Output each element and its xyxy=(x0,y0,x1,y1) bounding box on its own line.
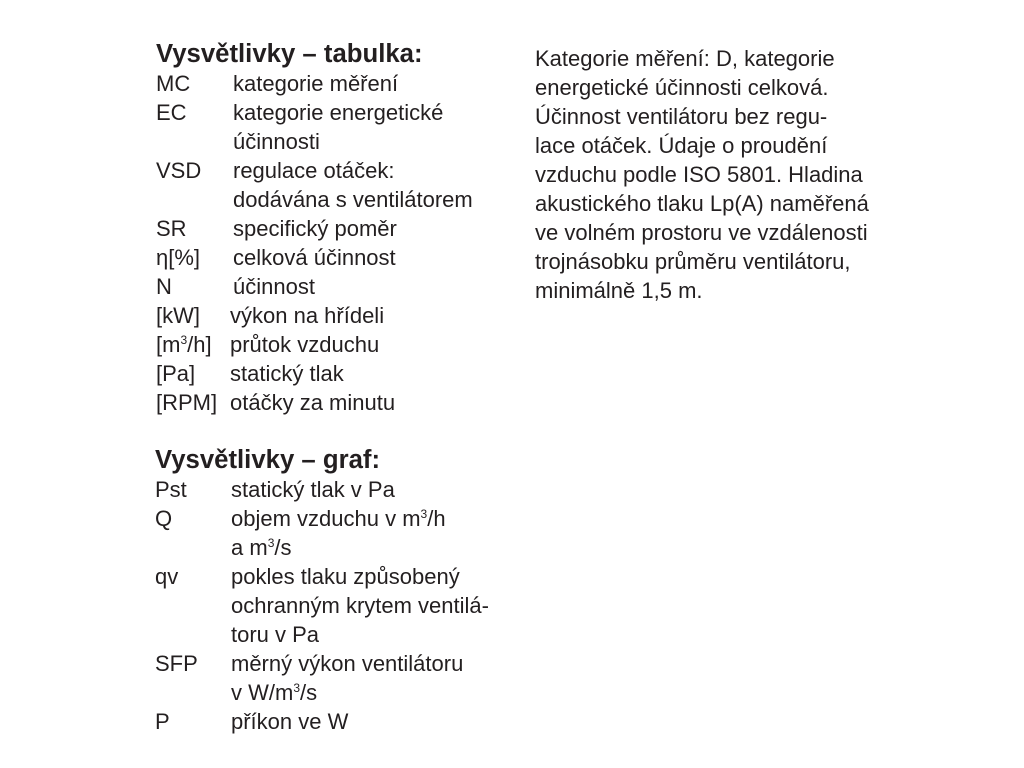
legend-abbr: [kW] xyxy=(156,303,200,328)
note-line: akustického tlaku Lp(A) naměřená xyxy=(535,191,869,216)
definition-superscript: 3 xyxy=(420,507,428,521)
legend-definition: statický tlak xyxy=(230,361,344,386)
legend-item-n xyxy=(156,272,516,301)
legend-abbr: SFP xyxy=(155,651,198,676)
measurement-note xyxy=(535,44,895,305)
legend-abbr xyxy=(156,330,230,359)
definition-part: a m xyxy=(231,535,268,560)
graph-legend xyxy=(155,446,515,736)
legend-definition-line: měrný výkon ventilátoru xyxy=(231,651,464,676)
note-line: lace otáček. Údaje o proudění xyxy=(535,133,828,158)
note-line: minimálně 1,5 m. xyxy=(535,278,703,303)
legend-item-vsd xyxy=(156,156,516,214)
legend-abbr: EC xyxy=(156,100,187,125)
legend-definition xyxy=(231,649,515,707)
legend-definition-line xyxy=(231,535,292,560)
legend-definition: kategorie měření xyxy=(233,71,399,96)
legend-definition-line: kategorie energetické xyxy=(233,100,444,125)
note-line: trojnásobku průměru ventilátoru, xyxy=(535,249,851,274)
graph-legend-title: Vysvětlivky – graf: xyxy=(155,446,381,474)
legend-item-m3h xyxy=(156,330,516,359)
definition-part: /h xyxy=(427,506,446,531)
table-legend-title: Vysvětlivky – tabulka: xyxy=(156,40,423,68)
legend-definition-line: regulace otáček: xyxy=(233,158,395,183)
legend-definition-line: toru v Pa xyxy=(231,622,320,647)
legend-abbr: SR xyxy=(156,216,187,241)
legend-abbr: [Pa] xyxy=(156,361,196,386)
table-legend xyxy=(156,40,516,417)
legend-definition-line: účinnosti xyxy=(233,129,320,154)
note-line: ve volném prostoru ve vzdálenosti xyxy=(535,220,868,245)
legend-definition: příkon ve W xyxy=(231,709,349,734)
definition-part: /s xyxy=(300,680,318,705)
legend-item-eta xyxy=(156,243,516,272)
legend-item-kw xyxy=(156,301,516,330)
legend-abbr: Pst xyxy=(155,477,187,502)
note-line: energetické účinnosti celková. xyxy=(535,75,829,100)
legend-item-sfp xyxy=(155,649,515,707)
legend-definition xyxy=(231,562,515,649)
legend-item-ec xyxy=(156,98,516,156)
legend-item-qv xyxy=(155,562,515,649)
legend-abbr: η[%] xyxy=(156,245,201,270)
legend-definition: celková účinnost xyxy=(233,245,396,270)
legend-item-p xyxy=(155,707,515,736)
legend-definition: specifický poměr xyxy=(233,216,397,241)
legend-item-rpm xyxy=(156,388,516,417)
legend-definition: účinnost xyxy=(233,274,315,299)
legend-abbr: MC xyxy=(156,71,191,96)
legend-abbr: N xyxy=(156,274,172,299)
legend-definition: otáčky za minutu xyxy=(230,390,396,415)
definition-part: v W/m xyxy=(231,680,294,705)
legend-definition xyxy=(233,98,516,156)
legend-item-mc xyxy=(156,69,516,98)
note-line: vzduchu podle ISO 5801. Hladina xyxy=(535,162,863,187)
legend-abbr: [RPM] xyxy=(156,390,218,415)
definition-part: /s xyxy=(274,535,292,560)
legend-item-pst xyxy=(155,475,515,504)
note-line: Účinnost ventilátoru bez regu- xyxy=(535,104,828,129)
legend-item-q xyxy=(155,504,515,562)
abbr-superscript: 3 xyxy=(180,333,188,347)
legend-item-pa xyxy=(156,359,516,388)
legend-definition: průtok vzduchu xyxy=(230,332,380,357)
legend-definition-line: ochranným krytem ventilá- xyxy=(231,593,489,618)
abbr-part: [m xyxy=(156,332,181,357)
legend-definition-line: pokles tlaku způsobený xyxy=(231,564,460,589)
definition-superscript: 3 xyxy=(293,681,301,695)
definition-superscript: 3 xyxy=(267,536,275,550)
legend-abbr: P xyxy=(155,709,170,734)
legend-definition xyxy=(231,504,515,562)
legend-item-sr xyxy=(156,214,516,243)
abbr-part: /h] xyxy=(187,332,212,357)
definition-part: objem vzduchu v m xyxy=(231,506,421,531)
legend-definition: statický tlak v Pa xyxy=(231,477,395,502)
legend-definition-line: dodávána s ventilátorem xyxy=(233,187,473,212)
legend-abbr: qv xyxy=(155,564,179,589)
note-line: Kategorie měření: D, kategorie xyxy=(535,46,835,71)
legend-abbr: Q xyxy=(155,506,173,531)
legend-definition: výkon na hřídeli xyxy=(230,303,385,328)
legend-definition-line xyxy=(231,680,317,705)
legend-definition-line xyxy=(231,506,446,531)
legend-definition xyxy=(233,156,516,214)
legend-abbr: VSD xyxy=(156,158,202,183)
